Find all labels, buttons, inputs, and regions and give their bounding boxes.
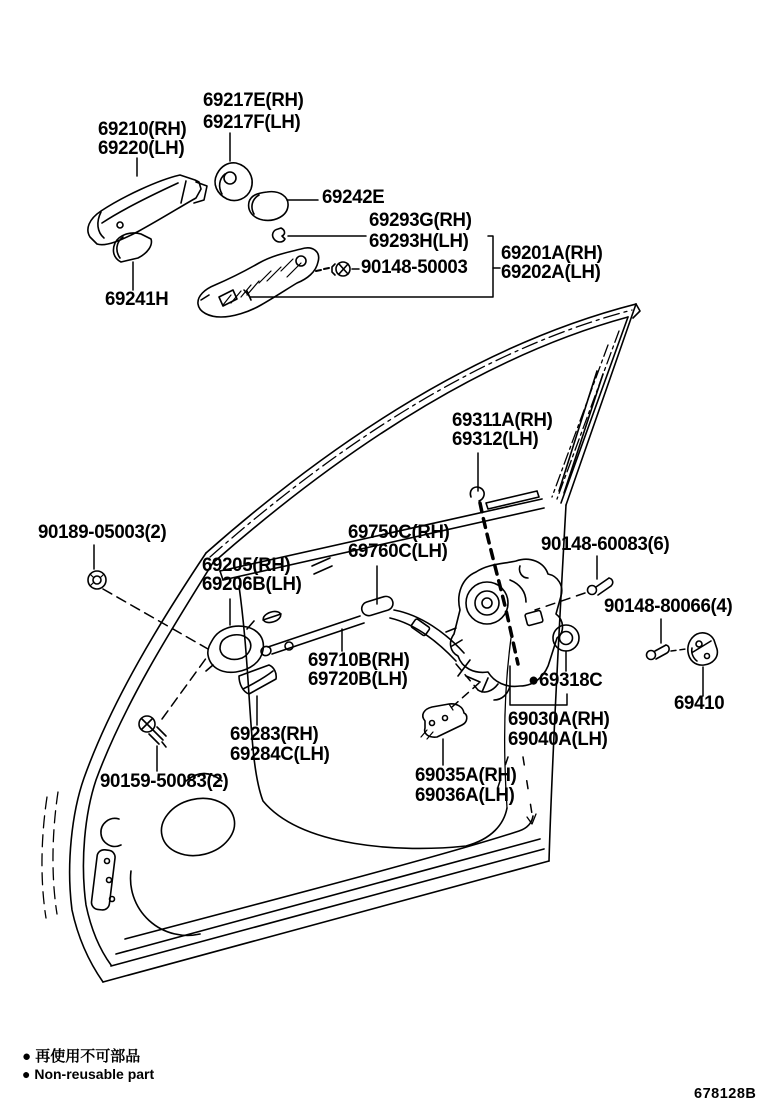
part-label-69036a: 69036A(LH) [415, 785, 515, 806]
part-label-69293g: 69293G(RH) [369, 210, 472, 231]
part-label-90148-80066: 90148-80066(4) [604, 596, 733, 617]
part-label-90148-60083: 90148-60083(6) [541, 534, 670, 555]
part-label-69311a: 69311A(RH) [452, 410, 553, 431]
part-label-69284c: 69284C(LH) [230, 744, 330, 765]
part-label-90148-50003: 90148-50003 [361, 257, 468, 278]
part-label-69241h: 69241H [105, 289, 169, 310]
part-label-69217f: 69217F(LH) [203, 112, 301, 133]
part-label-69040a: 69040A(LH) [508, 729, 608, 750]
part-label-69220: 69220(LH) [98, 138, 185, 159]
part-label-69201a: 69201A(RH) [501, 243, 603, 264]
part-label-69035a: 69035A(RH) [415, 765, 517, 786]
part-label-69720b: 69720B(LH) [308, 669, 408, 690]
part-label-69206b: 69206B(LH) [202, 574, 302, 595]
part-label-69030a: 69030A(RH) [508, 709, 610, 730]
diagram-id: 678128B [694, 1086, 757, 1102]
part-label-90189-05003: 90189-05003(2) [38, 522, 167, 543]
part-label-69283: 69283(RH) [230, 724, 319, 745]
part-label-69318c: ●69318C [528, 670, 603, 691]
part-label-69242e: 69242E [322, 187, 385, 208]
part-label-69710b: 69710B(RH) [308, 650, 410, 671]
part-label-69410: 69410 [674, 693, 725, 714]
part-label-69312: 69312(LH) [452, 429, 539, 450]
part-label-69293h: 69293H(LH) [369, 231, 469, 252]
legend-non-reusable-en: ● Non-reusable part [22, 1066, 155, 1082]
part-label-69205: 69205(RH) [202, 555, 291, 576]
part-label-69217e: 69217E(RH) [203, 90, 304, 111]
part-label-69202a: 69202A(LH) [501, 262, 601, 283]
part-label-69760c: 69760C(LH) [348, 541, 448, 562]
part-label-90159-50083: 90159-50083(2) [100, 771, 229, 792]
legend-non-reusable-jp: ● 再使用不可部品 [22, 1048, 141, 1065]
part-label-69210: 69210(RH) [98, 119, 187, 140]
part-label-69750c: 69750C(RH) [348, 522, 450, 543]
